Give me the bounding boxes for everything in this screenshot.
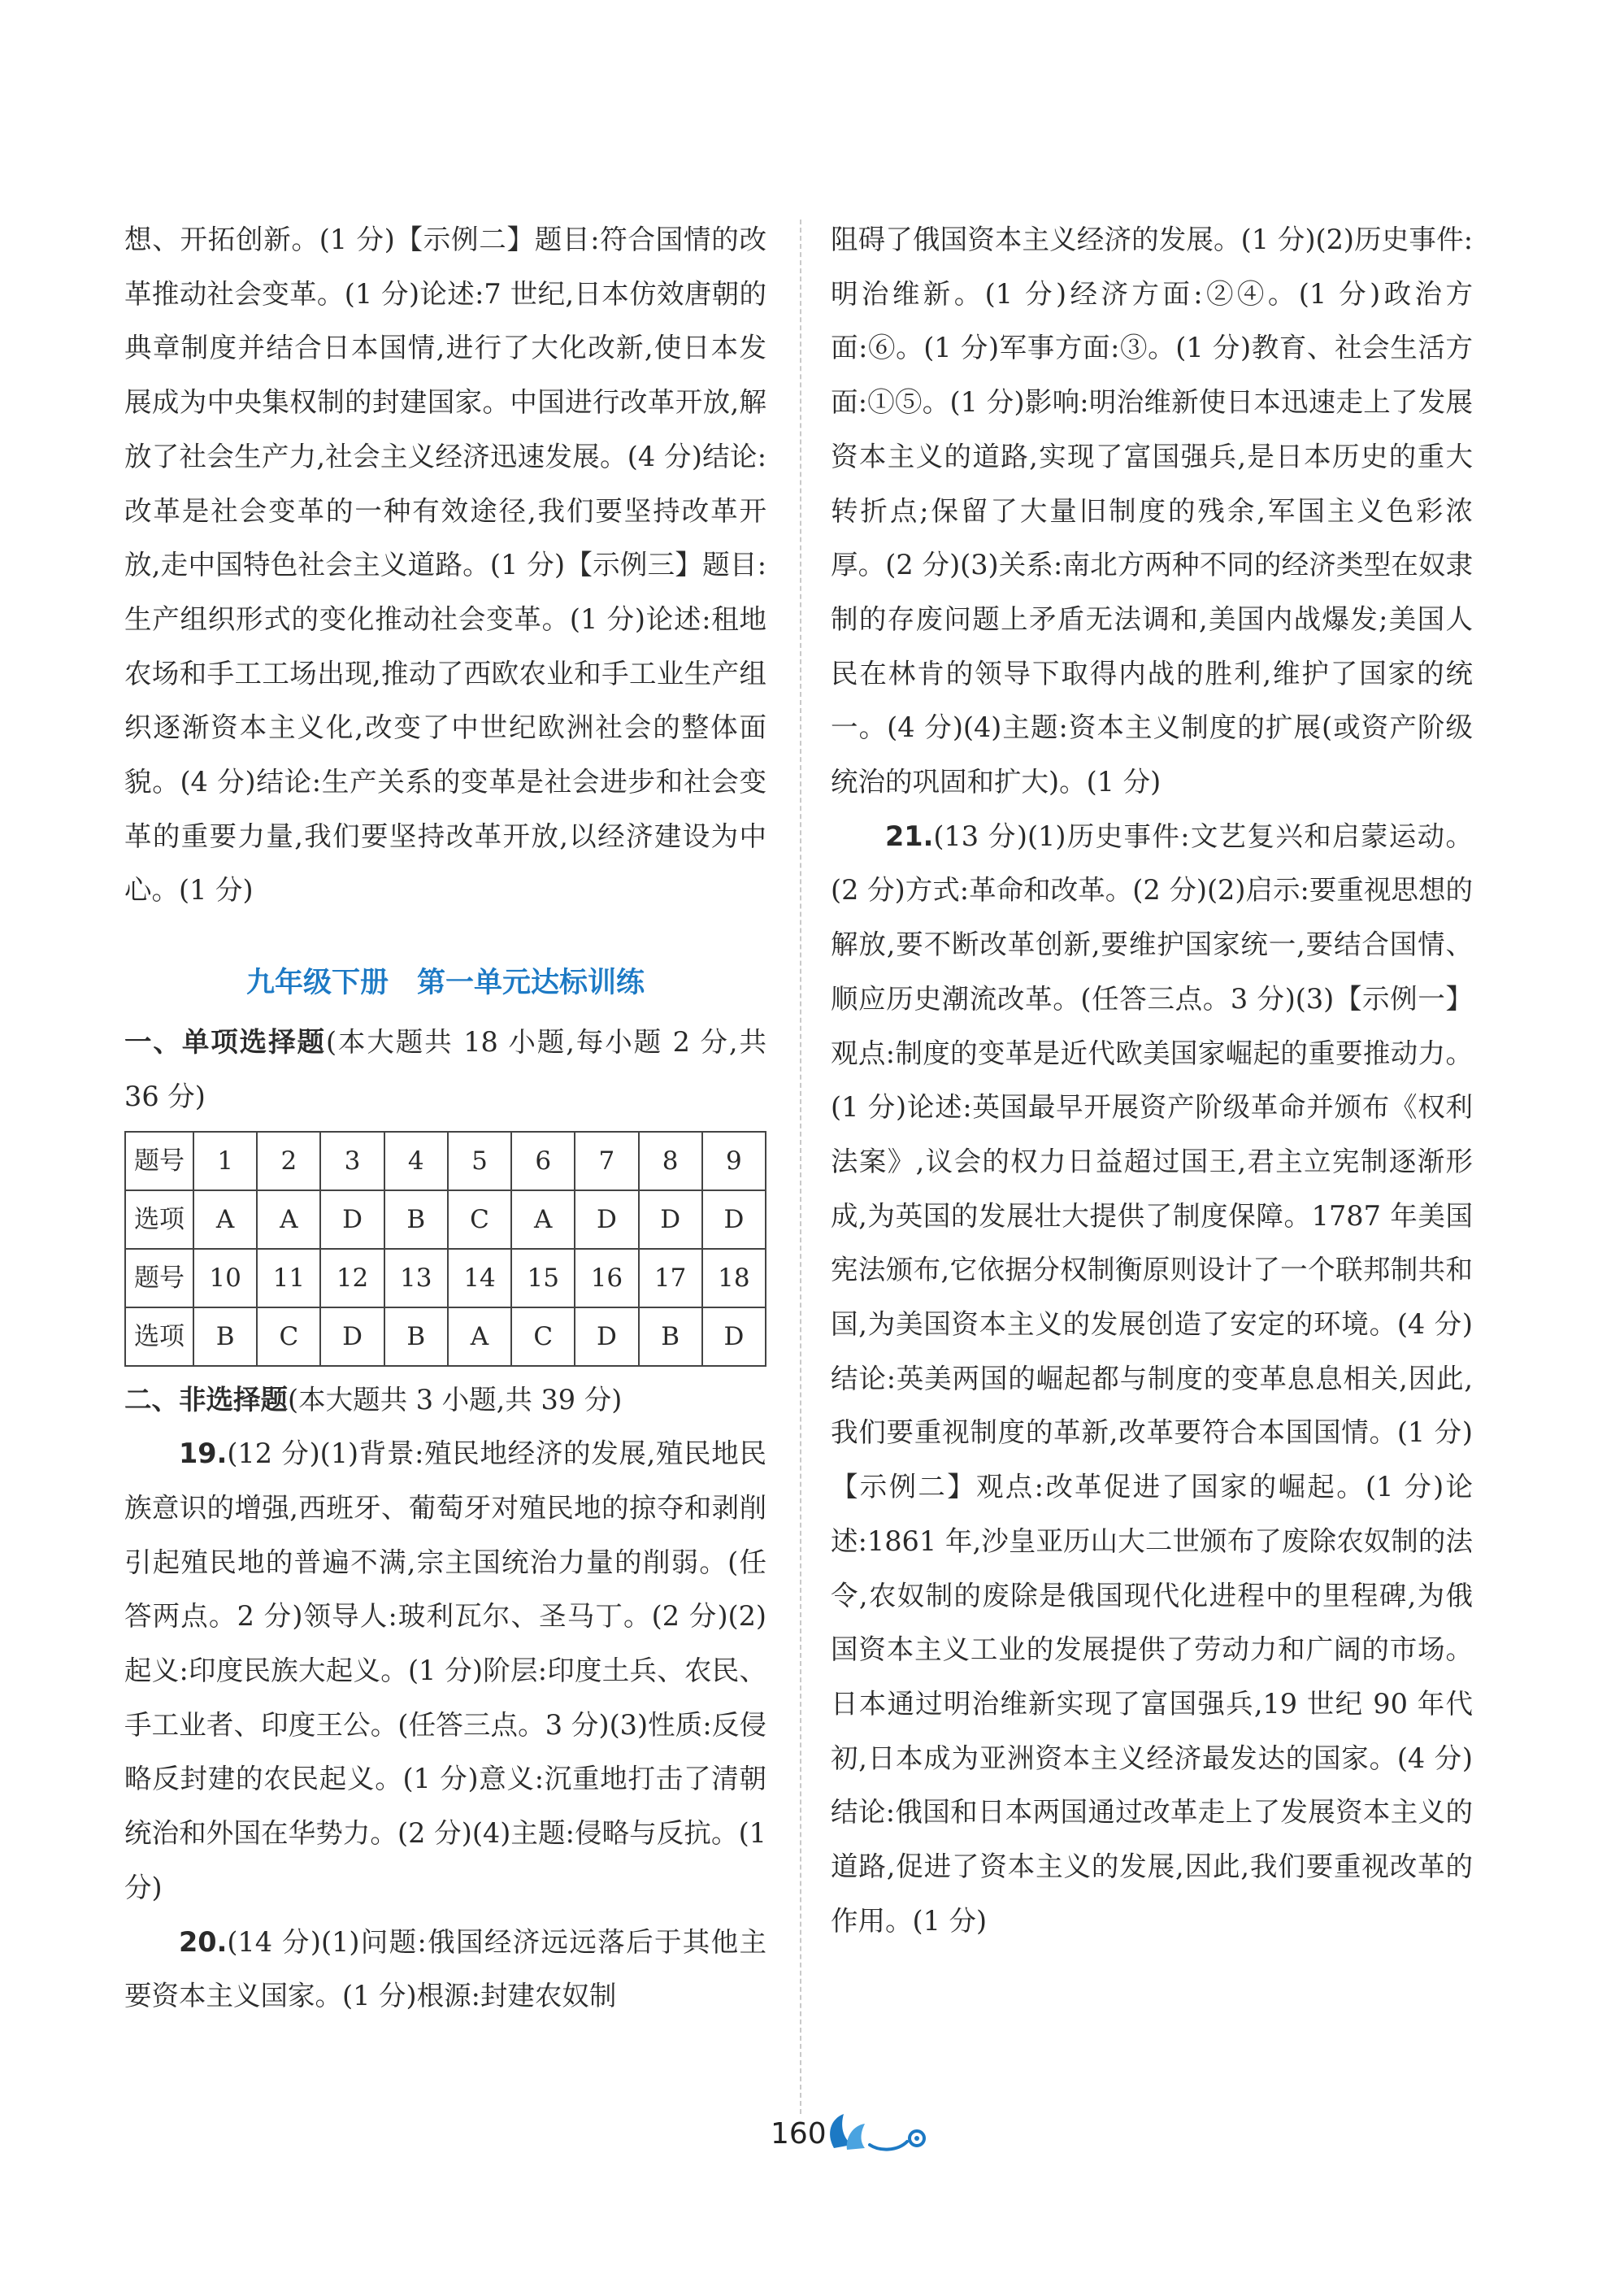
- table-cell: D: [702, 1190, 766, 1249]
- question-21-text: (13 分)(1)历史事件:文艺复兴和启蒙运动。(2 分)方式:革命和改革。(2 分)(2)启示:要重视思想的解放,要不断改革创新,要维护国家统一,要结合国情、顺应历史潮流改革。(任答三点。3 分)(3)【示例一】观点:制度的变革是近代欧美国家崛起的重要推动力。(1 分)论述:英国最早开展资产阶级革命并颁布《权利法案》,议会的权力日益超过国王,君主立宪制逐渐形成,为英国的发展壮大提供了制度保障。1787 年美国宪法颁布,它依据分权制衡原则设计了一个联邦制共和国,为美国资本主义的发展创造了安定的环境。(4 分)结论:英美两国的崛起都与制度的变革息息相关,因此,我们要重视制度的革新,改革要符合本国国情。(1 分)【示例二】观点:改革促进了国家的崛起。(1 分)论述:1861 年,沙皇亚历山大二世颁布了废除农奴制的法令,农奴制的废除是俄国现代化进程中的里程碑,为俄国资本主义工业的发展提供了劳动力和广阔的市场。日本通过明治维新实现了富国强兵,19 世纪 90 年代初,日本成为亚洲资本主义经济最发达的国家。(4 分)结论:俄国和日本两国通过改革走上了发展资本主义的道路,促进了资本主义的发展,因此,我们要重视改革的作用。(1 分): [831, 820, 1473, 1937]
- question-21-number: 21.: [885, 820, 934, 852]
- table-cell: D: [575, 1190, 638, 1249]
- table-row: [125, 1249, 766, 1307]
- table-cell: B: [384, 1190, 448, 1249]
- table-cell: 2: [257, 1132, 320, 1190]
- table-cell: B: [384, 1307, 448, 1366]
- table-cell: D: [320, 1307, 384, 1366]
- left-column: [124, 213, 766, 2024]
- table-cell: 9: [702, 1132, 766, 1190]
- table-row: [125, 1190, 766, 1249]
- question-20-text: (14 分)(1)问题:俄国经济远远落后于其他主要资本主义国家。(1 分)根源:封建农奴制: [124, 1925, 766, 2012]
- table-cell: B: [639, 1307, 702, 1366]
- section1-note: (本大题共 18 小题,每小题 2 分,共 36 分): [124, 1026, 767, 1112]
- table-row: [125, 1307, 766, 1366]
- table-cell: A: [193, 1190, 257, 1249]
- answer-table: [124, 1131, 766, 1367]
- table-cell: 4: [384, 1132, 448, 1190]
- page-number: 160: [771, 2117, 827, 2151]
- table-cell: 3: [320, 1132, 384, 1190]
- table-cell: 12: [320, 1249, 384, 1307]
- table-cell: 13: [384, 1249, 448, 1307]
- unit-heading: 九年级下册 第一单元达标训练: [245, 967, 645, 1000]
- table-cell: C: [257, 1307, 320, 1366]
- right-column: [831, 213, 1473, 1949]
- table-cell: A: [257, 1190, 320, 1249]
- table-cell: D: [639, 1190, 702, 1249]
- table-cell: A: [448, 1307, 511, 1366]
- table-cell: 1: [193, 1132, 257, 1190]
- table-label-answer: 选项: [125, 1307, 193, 1366]
- table-cell: 15: [511, 1249, 575, 1307]
- table-cell: C: [511, 1307, 575, 1366]
- section2-header: [124, 1373, 766, 1428]
- question-19-text: (12 分)(1)背景:殖民地经济的发展,殖民地民族意识的增强,西班牙、葡萄牙对殖民地的掠夺和剥削引起殖民地的普遍不满,宗主国统治力量的削弱。(任答两点。2 分)领导人:玻利瓦尔、圣马丁。(2 分)(2)起义:印度民族大起义。(1 分)阶层:印度土兵、农民、手工业者、印度王公。(任答三点。3 分)(3)性质:反侵略反封建的农民起义。(1 分)意义:沉重地打击了清朝统治和外国在华势力。(2 分)(4)主题:侵略与反抗。(1 分): [124, 1437, 766, 1903]
- table-cell: 18: [702, 1249, 766, 1307]
- swirl-leaf-icon: [823, 2109, 944, 2155]
- table-cell: 17: [639, 1249, 702, 1307]
- table-label-question: 题号: [125, 1132, 193, 1190]
- table-label-answer: 选项: [125, 1190, 193, 1249]
- left-paragraph-1: 想、开拓创新。(1 分)【示例二】题目:符合国情的改革推动社会变革。(1 分)论述:7 世纪,日本仿效唐朝的典章制度并结合日本国情,进行了大化改新,使日本发展成为中央集权制的封建国家。中国进行改革开放,解放了社会生产力,社会主义经济迅速发展。(4 分)结论:改革是社会变革的一种有效途径,我们要坚持改革开放,走中国特色社会主义道路。(1 分)【示例三】题目:生产组织形式的变化推动社会变革。(1 分)论述:租地农场和手工工场出现,推动了西欧农业和手工业生产组织逐渐资本主义化,改变了中世纪欧洲社会的整体面貌。(4 分)结论:生产关系的变革是社会进步和社会变革的重要力量,我们要坚持改革开放,以经济建设为中心。(1 分): [124, 224, 766, 907]
- table-cell: 5: [448, 1132, 511, 1190]
- table-cell: D: [575, 1307, 638, 1366]
- table-cell: 10: [193, 1249, 257, 1307]
- table-cell: 11: [257, 1249, 320, 1307]
- table-cell: 14: [448, 1249, 511, 1307]
- table-cell: 7: [575, 1132, 638, 1190]
- column-divider: [800, 220, 801, 2114]
- table-cell: A: [511, 1190, 575, 1249]
- question-19-number: 19.: [179, 1437, 228, 1470]
- table-cell: 6: [511, 1132, 575, 1190]
- right-paragraph-1: 阻碍了俄国资本主义经济的发展。(1 分)(2)历史事件:明治维新。(1 分)经济方面:②④。(1 分)政治方面:⑥。(1 分)军事方面:③。(1 分)教育、社会生活方面:①⑤。(1 分)影响:明治维新使日本迅速走上了发展资本主义的道路,实现了富国强兵,是日本历史的重大转折点;保留了大量旧制度的残余,军国主义色彩浓厚。(2 分)(3)关系:南北方两种不同的经济类型在奴隶制的存废问题上矛盾无法调和,美国内战爆发;美国人民在林肯的领导下取得内战的胜利,维护了国家的统一。(4 分)(4)主题:资本主义制度的扩展(或资产阶级统治的巩固和扩大)。(1 分): [831, 224, 1473, 798]
- table-cell: B: [193, 1307, 257, 1366]
- table-cell: D: [702, 1307, 766, 1366]
- table-row: [125, 1132, 766, 1190]
- table-label-question: 题号: [125, 1249, 193, 1307]
- section2-title: 二、非选择题: [124, 1383, 288, 1416]
- table-cell: C: [448, 1190, 511, 1249]
- question-21: [831, 810, 1473, 1949]
- question-20-number: 20.: [179, 1925, 228, 1958]
- table-cell: 16: [575, 1249, 638, 1307]
- section1-title: 一、单项选择题: [124, 1026, 326, 1059]
- table-cell: D: [320, 1190, 384, 1249]
- question-19: [124, 1427, 766, 1915]
- section1-header: [124, 1016, 766, 1124]
- section2-note: (本大题共 3 小题,共 39 分): [288, 1383, 623, 1416]
- question-20: [124, 1916, 766, 2024]
- table-cell: 8: [639, 1132, 702, 1190]
